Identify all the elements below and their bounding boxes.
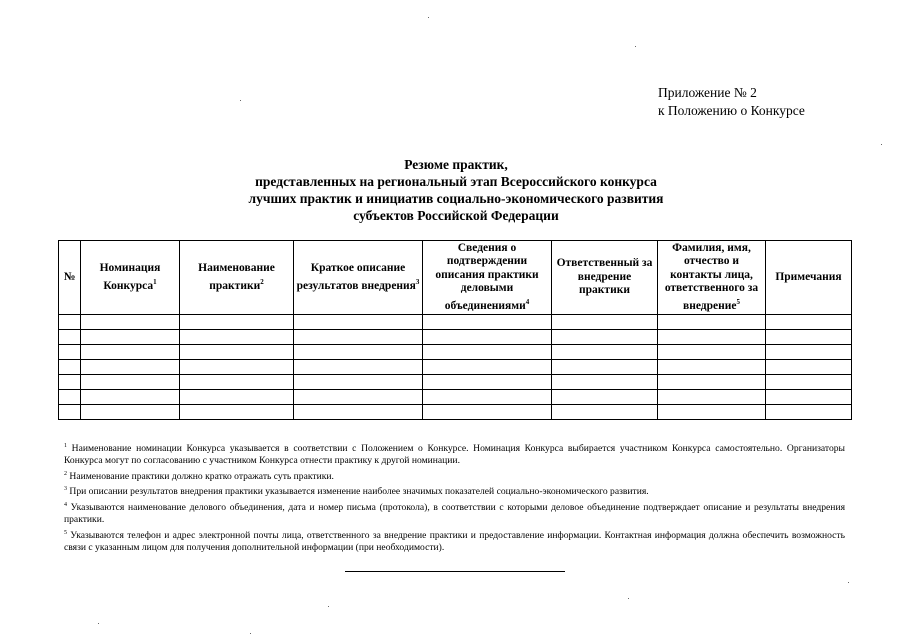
table-cell <box>294 390 423 405</box>
table-cell <box>180 405 294 420</box>
table-cell <box>59 360 81 375</box>
table-cell <box>423 315 552 330</box>
table-cell <box>552 360 658 375</box>
document-title <box>150 156 762 224</box>
table-cell <box>423 390 552 405</box>
table-cell <box>552 390 658 405</box>
title-line-1: Резюме практик, <box>404 157 508 172</box>
title-line-3: лучших практик и инициатив социально-экономического развития <box>248 191 664 206</box>
scan-speck <box>628 598 629 599</box>
table-cell <box>658 375 766 390</box>
table-cell <box>294 315 423 330</box>
footnote-ref: 5 <box>736 297 740 306</box>
table-cell <box>766 375 852 390</box>
table-row <box>59 390 852 405</box>
appendix-note <box>658 84 805 120</box>
col-nomination-header: Номинация Конкурса$^1$ <box>81 241 180 315</box>
table-cell <box>658 405 766 420</box>
footnote-ref: 2 <box>260 277 264 286</box>
footnote-4: $^4$ Указываются наименование делового объединения, дата и номер письма (протокола), в соответствии с которыми деловое объединение подтверждает описание и результаты внедрения практики. <box>64 501 845 526</box>
table-cell <box>552 345 658 360</box>
table-row <box>59 315 852 330</box>
appendix-line-2: к Положению о Конкурсе <box>658 103 805 118</box>
footnote-ref: 4 <box>525 297 530 306</box>
table-cell <box>552 375 658 390</box>
table-cell <box>552 315 658 330</box>
table-cell <box>552 330 658 345</box>
separator-line <box>345 571 565 572</box>
scan-speck <box>635 46 636 47</box>
table-cell <box>180 375 294 390</box>
scan-speck <box>881 144 882 145</box>
table-cell <box>59 330 81 345</box>
table-cell <box>423 330 552 345</box>
table-cell <box>59 405 81 420</box>
scan-speck <box>848 582 849 583</box>
table-cell <box>658 390 766 405</box>
table-cell <box>81 405 180 420</box>
footnotes <box>64 440 845 554</box>
table-cell <box>180 315 294 330</box>
table-cell <box>658 360 766 375</box>
table-cell <box>294 375 423 390</box>
scan-speck <box>428 17 429 18</box>
table-cell <box>423 405 552 420</box>
table-cell <box>180 330 294 345</box>
table-cell <box>766 315 852 330</box>
footnote-ref: 3 <box>415 277 420 286</box>
table-cell <box>59 315 81 330</box>
table-cell <box>81 315 180 330</box>
table-cell <box>766 390 852 405</box>
table-cell <box>59 375 81 390</box>
scan-speck <box>240 100 241 101</box>
table-cell <box>180 360 294 375</box>
table-cell <box>294 405 423 420</box>
table-cell <box>766 405 852 420</box>
table-header-row <box>59 241 852 315</box>
table-cell <box>294 360 423 375</box>
table-cell <box>81 345 180 360</box>
table-cell <box>180 345 294 360</box>
table-cell <box>81 330 180 345</box>
footnote-2: $^2$ Наименование практики должно кратко отражать суть практики. <box>64 470 334 482</box>
table-cell <box>423 360 552 375</box>
scan-speck <box>328 606 329 607</box>
appendix-line-1: Приложение № 2 <box>658 85 757 100</box>
table-cell <box>423 345 552 360</box>
col-contact-header: Фамилия, имя, отчество и контакты лица, ответственного за внедрение$^5$ <box>658 241 766 315</box>
footnote-5: $^5$ Указываются телефон и адрес электронной почты лица, ответственного за внедрение практики и предоставление информации. Контактная информация должна обеспечить возможность связи с указанным лицом для получения дополнительной информации (при необходимости). <box>64 529 845 554</box>
scan-speck <box>250 633 251 634</box>
footnote-ref: 1 <box>153 277 157 286</box>
table-cell <box>81 375 180 390</box>
table-row <box>59 405 852 420</box>
title-line-4: субъектов Российской Федерации <box>353 208 559 223</box>
col-responsible-header: Ответственный за внедрение практики <box>552 241 658 315</box>
table-cell <box>294 330 423 345</box>
footnote-3: $^3$ При описании результатов внедрения практики указывается изменение наиболее значимых показателей социально-экономического развития. <box>64 486 649 498</box>
table-cell <box>766 330 852 345</box>
col-practice-name-header: Наименование практики$^2$ <box>180 241 294 315</box>
table-cell <box>658 345 766 360</box>
table-cell <box>59 345 81 360</box>
footnote-1: $^1$ Наименование номинации Конкурса указывается в соответствии с Положением о Конкурсе. Номинация Конкурса выбирается участником Конкурса самостоятельно. Организаторы Конкурса могут по согласованию с участником Конкурса отнести практику к другой номинации. <box>64 443 846 467</box>
table-cell <box>294 345 423 360</box>
table-cell <box>81 360 180 375</box>
table-cell <box>658 330 766 345</box>
table-row <box>59 330 852 345</box>
scan-speck <box>98 623 99 624</box>
table-cell <box>59 390 81 405</box>
col-confirmation-header: Сведения о подтверждении описания практики деловыми объединениями$^4$ <box>423 241 552 315</box>
table-row <box>59 375 852 390</box>
table-cell <box>180 390 294 405</box>
col-number-header: № <box>59 241 81 315</box>
table-row <box>59 360 852 375</box>
table-cell <box>81 390 180 405</box>
table-row <box>59 345 852 360</box>
table-cell <box>766 345 852 360</box>
table-cell <box>766 360 852 375</box>
table-body <box>59 315 852 420</box>
table-cell <box>423 375 552 390</box>
practices-table <box>58 240 852 420</box>
col-results-header: Краткое описание результатов внедрения$^3$ <box>294 241 423 315</box>
title-line-2: представленных на региональный этап Всероссийского конкурса <box>255 174 657 189</box>
table-cell <box>552 405 658 420</box>
table-cell <box>658 315 766 330</box>
col-notes-header: Примечания <box>766 241 852 315</box>
